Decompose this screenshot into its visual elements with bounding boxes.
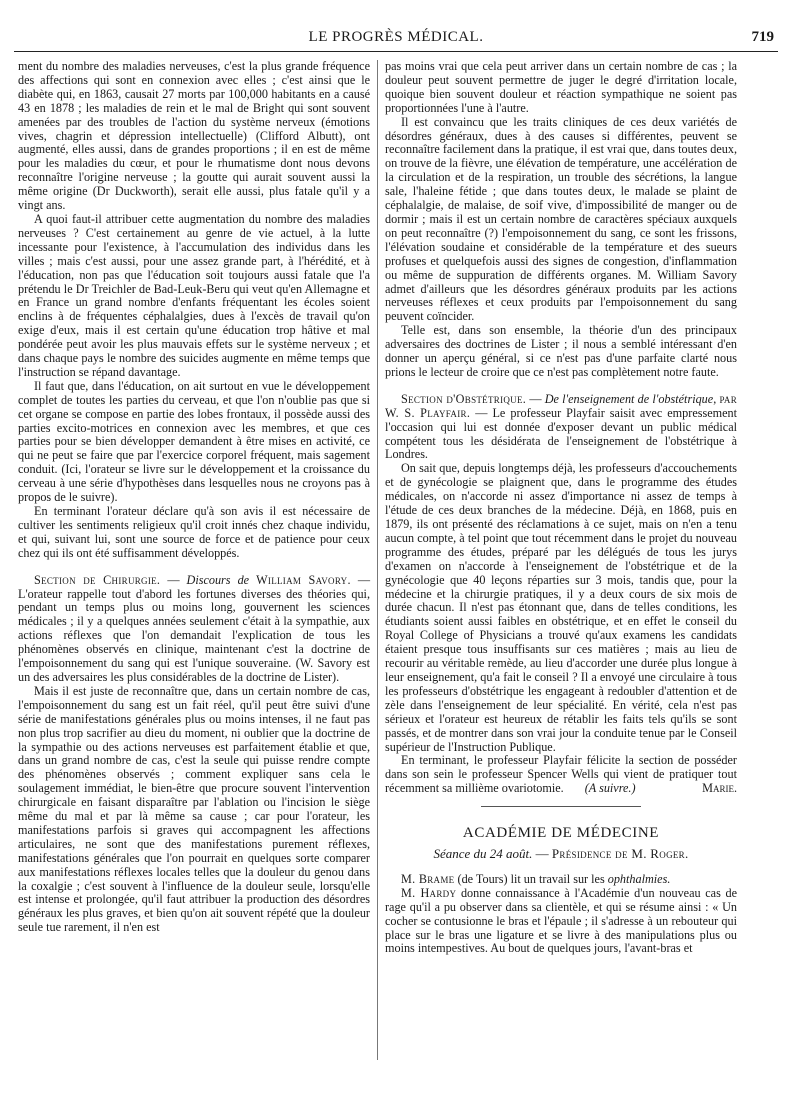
paragraph: — L'orateur rappelle tout d'abord les fortunes diverses des théories qui, pendant un temps plus ou moins long, gouvernent les sciences médicales ; il y a quelques années seulement c'était à la sympathie, aux actions réflexes que l'on demandait l'explication de tous les phénomènes observés en clinique, maintenant c'est la doctrine de l'empoisonnement du sang qui est l'unique souveraine. (W. Savory est un des adversaires les plus considérables de la doctrine de Lister). — [18, 572, 371, 684]
paragraph-text: (de Tours) lit un travail sur les — [457, 871, 605, 886]
discourse-title: Discours de — [186, 572, 250, 587]
paragraph: pas moins vrai que cela peut arriver dans un certain nombre de cas ; la douleur peut souvent permettre de juger le degré d'irritation locale, quoique bien souvent douleur et réaction sympathique ne soient pas proportionnées l'une à l'autre. — [385, 59, 737, 115]
paragraph-brame — [385, 873, 737, 887]
paragraph: — Le professeur Playfair saisit avec empressement l'occasion qui lui est donnée d'exposer devant un public médical compétent tous les désidérata de l'enseignement de l'obstétrique à Londres. — [385, 405, 737, 462]
section-chirurgie-intro: Section de Chirurgie. — Discours de William Savory. — L'orateur rappelle tout d'abord les fortunes diverses des théories qui, pendant un temps plus ou moins long, gouvernent les sciences médicales ; il y a quelques années seulement c'était à la sympathie, aux actions réflexes que l'on demandait l'explication de tous les phénomènes observés en clinique, maintenant c'est la doctrine de l'empoisonnement du sang qui est l'unique souveraine. (W. Savory est un des adversaires les plus considérables de la doctrine de Lister). — [18, 572, 371, 684]
discourse-author: par W. S. Playfair. — [385, 391, 738, 420]
discourse-title: De l'enseignement de l'obstétrique — [544, 391, 714, 406]
paragraph-text: donne connaissance à l'Académie d'un nouveau cas de rage qu'il a pu observer dans sa clientèle, et qui se résume ainsi : « Un cocher se contusionne le bras et l'épaule ; il s'adresse à un rebouteur qui place sur le bras une ligature et se livre à des manipulations plus ou moins intempestives. Au bout de quelques jours, l'avant-bras et — [385, 885, 737, 956]
academy-title: ACADÉMIE DE MÉDECINE — [462, 825, 660, 842]
author-signature: Marie. — [702, 781, 737, 796]
paragraph: On sait que, depuis longtemps déjà, les professeurs d'accouchements et de gynécologie se plaignent que, dans le programme des études médicales, on n'accorde ni assez d'importance ni assez de temps à l'étude de ces deux branches de la médecine. Déjà, en 1868, puis en 1879, ils ont présenté des réclamations à ce sujet, mais on n'en a tenu aucun compte, à tel point que tout récemment dans le projet du nouveau programme des études, préparé par les délégués de tous les jurys d'examen on n'accorde à l'enseignement de l'obstétrique et de la gynécologie que 40 leçons réparties sur 3 mois, tandis que, pour la médecine et la chirurgie pratiques, il y a deux cours de six mois de durée chacun. Il n'est pas étonnant que, dans de telles conditions, les étudiants soient aussi faibles en obstétrique, et en effet le conseil du Royal College of Physicians a trouvé qu'aux examens les candidats étaient presque tous insuffisants sur ces matières ; mais au lieu de recourir au véritable remède, au lieu d'accorder une durée plus longue à leur enseignement, qu'a fait le conseil ? Il a envoyé une circulaire à tous les professeurs d'obstétrique les engageant à redoubler d'attention et de zèle dans l'enseignement de leur spécialité. En vérité, cela n'est pas sérieux et l'orateur est heureux de rétablir les faits tels qu'ils se sont passés, et de montrer dans son vrai jour la conduite tenue par le Conseil supérieur de l'Instruction Publique. — [385, 461, 737, 754]
paragraph-closing — [385, 754, 737, 796]
paragraph: Il est convaincu que les traits cliniques de ces deux variétés de désordres généraux, dues à des causes si différentes, peuvent se reconnaître facilement dans la pratique, il est vrai que, dans toutes deux, on trouve de la fièvre, une élévation de température, une accélération de la circulation et de la respiration, un trouble des sécrétions, la langue sale, l'haleine fétide ; que dans toutes deux, le malade se plaint de céphalalgie, de malaise, de soif vive, d'impossibilité de manger ou de dormir ; mais il est un certain nombre de caractères spéciaux auxquels on peut reconnaître (?) l'empoisonnement du sang, ce sont les frissons, l'élévation soudaine et considérable de la température et des sueurs profuses et quelquefois aussi des signes de congestion, d'inflammation ou même de suppuration de différents organes. M. William Savory admet d'ailleurs que les désordres généraux produits par les actions nerveuses réflexes et ceux produits par l'empoisonnement du sang peuvent coïncider. — [385, 114, 737, 324]
section-obstetrique-intro: Section d'Obstétrique. — De l'enseignement de l'obstétrique, par W. S. Playfair. — Le professeur Playfair saisit avec empressement l'occasion qui lui est donnée d'exposer devant un public médical compétent tous les désidérata de l'enseignement de l'obstétrique à Londres. — [385, 391, 738, 462]
speaker-name: M. Hardy — [401, 885, 457, 900]
paragraph-hardy — [385, 887, 737, 957]
page-header — [14, 27, 778, 52]
paragraph: Il faut que, dans l'éducation, on ait surtout en vue le développement complet de toutes les parties du cerveau, et que l'on n'oublie pas que si cet organe se compose en partie des lobes frontaux, il possède aussi des parties excito-motrices en connexion avec les membres, et que ces parties pour se bien développer demandent à être mises en activité, ce qui ne peut se faire que par l'exercice corporel fréquent, mais sagement conduit. (Ici, l'orateur se livre sur le développement et la croissance du cerveau à une série d'hypothèses dans lesquelles nous ne croyons pas à propos de le suivre). — [18, 378, 370, 505]
seance-date: Séance du 24 août. — [433, 846, 533, 862]
paragraph: En terminant, le professeur Playfair félicite la section de posséder dans son sein le professeur Spencer Wells qui vient de pratiquer tout récemment sa millième ovariotomie. — [385, 753, 737, 796]
paragraph: Mais il est juste de reconnaître que, dans un certain nombre de cas, l'empoisonnement du sang est un fait réel, qu'il peut être suivi d'une série de manifestations générales plus ou moins intenses, il ne faut pas non plus trop sacrifier au dieu du moment, ni oublier que la doctrine de la sympathie ou des actions nerveuses est parfaitement établie et que, dans un grand nombre de cas, c'est la seule qui puisse rendre compte des phénomènes observés ; comment expliquer sans cela le soulagement immédiat, le bien-être que procure souvent l'intervention chirurgicale en faisant disparaître par l'ablation ou l'incision le siège même du mal et par là même sa cause ; car pour l'orateur, les manifestations parfois si graves qui accompagnent les affections articulaires, ne sont que des manifestations purement réflexes, manifestations générales que l'on pourrait en quelques sorte comparer aux manifestations réflexes locales telles que la douleur du genou dans la coxalgie ; c'est souvent à l'influence de la douleur seule, lorsqu'elle est intense et prolongée, qu'il faut attribuer la production des désordres généraux les plus graves, et bien qu'on ait souvent répété que la douleur seule tue rarement, il n'en est — [18, 683, 370, 935]
column-divider — [377, 60, 378, 1060]
paragraph: A quoi faut-il attribuer cette augmentation du nombre des maladies nerveuses ? C'est certainement au genre de vie actuel, à la lutte incessante pour l'existence, à l'accumulation des individus dans les villes ; mais c'est aussi, pour une assez grande part, à l'hérédité, et à l'éducation, non pas que l'éducation soit toujours aussi fatale que l'a prétendu le Dr Treichler de Bad-Leuk-Beru qui veut qu'en Allemagne et en France un grand nombre d'enfants fréquentant les écoles soient enclins à de fréquentes céphalalgies, dues à l'excès de travail qu'on exige d'eux, mais il est certain qu'une éducation trop hâtive et mal pondérée peut avoir les plus mauvais effets sur le système nerveux ; et dans chaque pays le nombre des suicides augmente en même temps que l'instruction se répand davantage. — [18, 211, 370, 379]
section-heading: Section d'Obstétrique. — [401, 391, 527, 406]
presidence: Présidence de M. Roger. — [551, 846, 689, 862]
topic: ophthalmies. — [607, 871, 671, 886]
left-column — [18, 60, 370, 935]
paragraph: En terminant l'orateur déclare qu'à son avis il est nécessaire de cultiver les sentiments religieux qu'il croit innés chez chaque individu, et qui, suivant lui, sont une source de force et de patience pour ceux chez qui ils ont été suffisamment développés. — [18, 504, 370, 560]
paragraph: Telle est, dans son ensemble, la théorie d'un des principaux adversaires des doctrines de Lister ; il nous a semblé intéressant d'en donner un aperçu général, si ce n'est pas d'une parfaite clarté nous prions le lecteur de croire que ce n'est pas complètement notre faute. — [385, 323, 737, 379]
to-be-continued: (A suivre.) — [584, 781, 636, 796]
paragraph: ment du nombre des maladies nerveuses, c'est la plus grande fréquence des affections qui sont en connexion avec elles ; c'est ainsi que le diabète qui, en 1863, causait 27 morts par 100,000 habitants en a causé 43 en 1878 ; les maladies de rein et le mal de Bright qui sont souvent amenées par des troubles de l'action du système nerveux (émotions vives, chagrin et dépression intellectuelle) (Clifford Albutt), ont augmenté, elles aussi, dans de grandes proportions ; il en est de même pour les maladies du cœur, et pour le rhumatisme dont nous devons reconnaître l'origine nerveuse ; la goutte qui aurait souvent aussi la même origine (Dr Duckworth), serait elle aussi, plus fatale qu'il y a vingt ans. — [18, 59, 370, 213]
section-heading: Section de Chirurgie. — [34, 572, 161, 587]
page-number: 719 — [751, 29, 774, 45]
seance-line: Séance du 24 août. — Présidence de M. Roger. — [433, 846, 689, 862]
right-column — [385, 60, 737, 956]
section-divider — [481, 806, 641, 807]
discourse-author: William Savory. — [256, 572, 351, 587]
running-title: LE PROGRÈS MÉDICAL. — [308, 29, 484, 45]
speaker-name: M. Brame — [401, 871, 455, 886]
